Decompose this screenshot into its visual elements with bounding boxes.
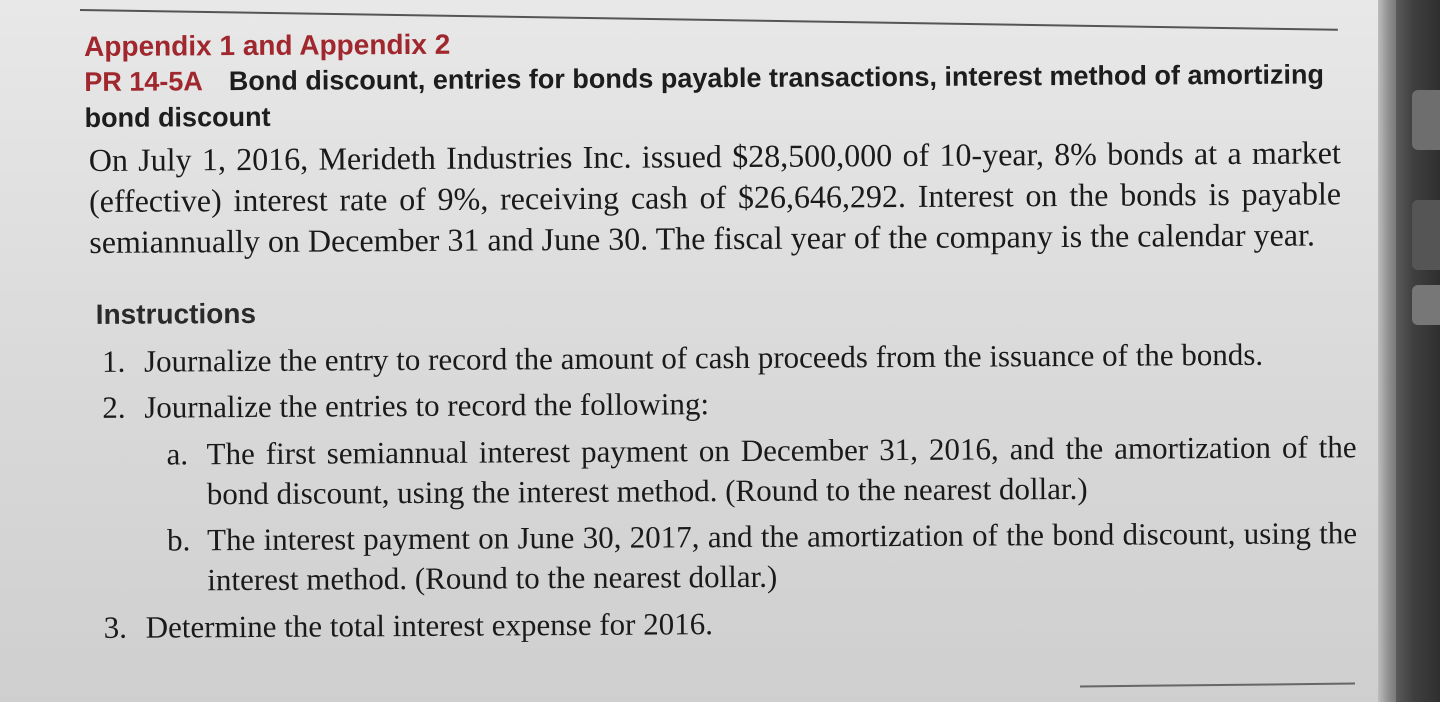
sub-list bbox=[166, 427, 1357, 600]
list-item bbox=[102, 379, 1352, 429]
sub-item-letter: b. bbox=[167, 522, 191, 558]
item-number: 2. bbox=[102, 389, 126, 425]
instructions-heading: Instructions bbox=[95, 297, 257, 330]
book-page-edge bbox=[1378, 0, 1396, 702]
problem-content bbox=[84, 22, 1358, 649]
list-item bbox=[104, 599, 1354, 649]
sub-item-letter: a. bbox=[166, 436, 189, 472]
list-item bbox=[102, 333, 1352, 383]
problem-intro: On July 1, 2016, Merideth Industries Inc. issued $28,500,000 of 10-year, 8% bonds at a market (effective) interest rate of 9%, receiving cash of $26,646,292. Interest on the bonds is payable semiannually on December 31 and June 30. The fiscal year of the company is the calendar year. bbox=[88, 134, 1342, 260]
problem-id: PR 14-5A bbox=[84, 66, 203, 97]
sub-list-item bbox=[167, 513, 1357, 600]
item-text: Journalize the entries to record the following: bbox=[144, 386, 710, 425]
page-tab bbox=[1412, 90, 1440, 150]
item-number: 1. bbox=[101, 343, 126, 379]
problem-title: Bond discount, entries for bonds payable transactions, interest method of amortizing bond discount bbox=[84, 59, 1325, 133]
page-tab bbox=[1412, 285, 1440, 325]
sub-item-text: The interest payment on June 30, 2017, and the amortization of the bond discount, using the interest method. (Round to the nearest dollar.) bbox=[207, 515, 1358, 598]
item-text: Determine the total interest expense for 2016. bbox=[145, 606, 714, 645]
sub-list-item bbox=[166, 427, 1356, 514]
instructions-list bbox=[101, 333, 1358, 649]
item-number: 3. bbox=[103, 609, 128, 645]
appendix-label: Appendix 1 and Appendix 2 bbox=[84, 28, 451, 62]
item-text: Journalize the entry to record the amount of cash proceeds from the issuance of the bonds. bbox=[143, 336, 1264, 379]
sub-item-text: The first semiannual interest payment on December 31, 2016, and the amortization of the bond discount, using the interest method. (Round to the nearest dollar.) bbox=[206, 429, 1357, 512]
page-tab bbox=[1412, 200, 1440, 270]
problem-heading bbox=[84, 56, 1354, 136]
